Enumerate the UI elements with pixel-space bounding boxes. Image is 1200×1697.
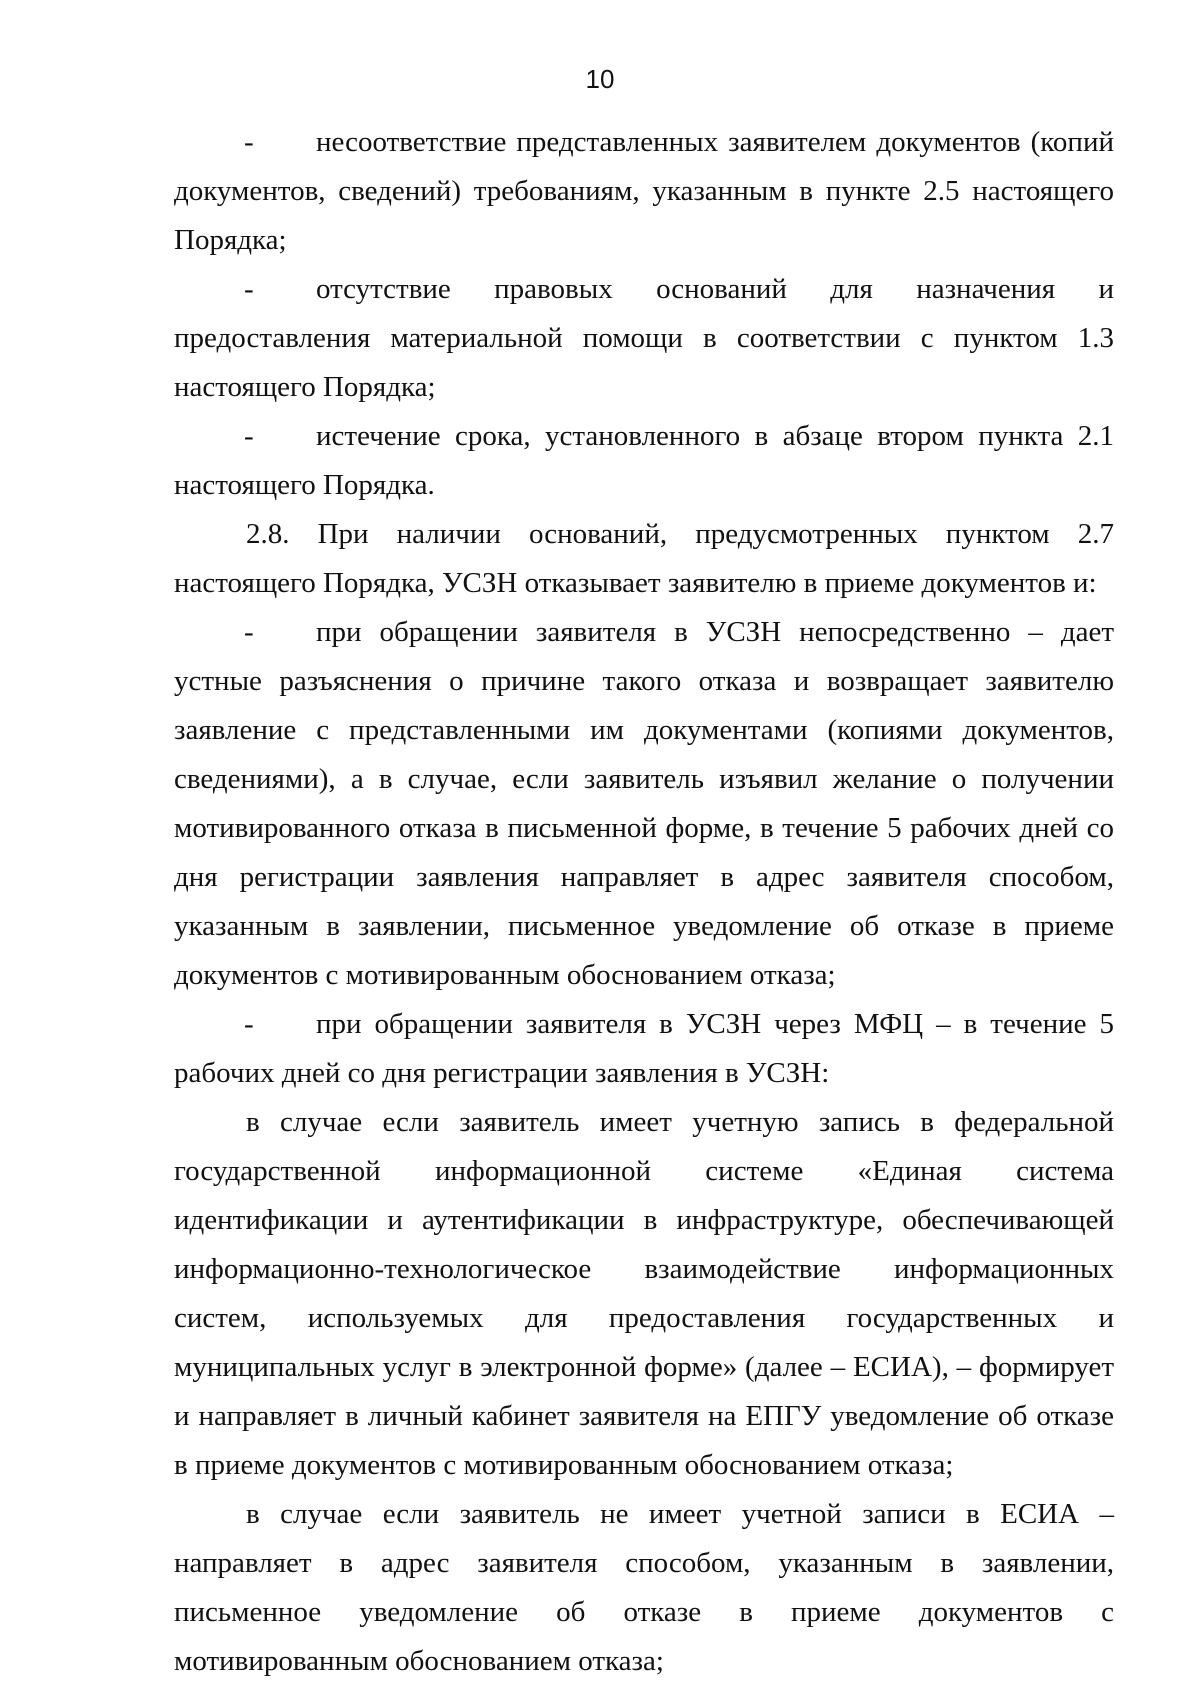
bullet-dash: -: [244, 126, 254, 158]
page-number: 10: [585, 64, 615, 94]
list-item-text: при обращении заявителя в УСЗН через МФЦ – в течение 5 рабочих дней со дня регистрации заявления в УСЗН:: [174, 1008, 1114, 1089]
list-item: [174, 412, 1114, 510]
bullet-dash: -: [244, 1008, 254, 1040]
paragraph-2-8: 2.8. При наличии оснований, предусмотренных пунктом 2.7 настоящего Порядка, УСЗН отказывает заявителю в приеме документов и:: [174, 518, 1114, 599]
list-item-text: истечение срока, установленного в абзаце втором пункта 2.1 настоящего Порядка.: [174, 420, 1114, 501]
list-item: [174, 118, 1114, 265]
list-item: [174, 1000, 1114, 1098]
bullet-dash: -: [244, 420, 254, 452]
document-body: [174, 118, 1114, 1686]
list-item: [174, 608, 1114, 1000]
paragraph-no-esia-account: в случае если заявитель не имеет учетной записи в ЕСИА – направляет в адрес заявителя способом, указанным в заявлении, письменное уведомление об отказе в приеме документов с мотивированным обоснованием отказа;: [174, 1498, 1114, 1677]
paragraph-esia-account: в случае если заявитель имеет учетную запись в федеральной государственной информационной системе «Единая система идентификации и аутентификации в инфраструктуре, обеспечивающей информационно-технологическое взаимодействие информационных систем, используемых для предоставления государственных и муниципальных услуг в электронной форме» (далее – ЕСИА), – формирует и направляет в личный кабинет заявителя на ЕПГУ уведомление об отказе в приеме документов с мотивированным обоснованием отказа;: [174, 1106, 1114, 1481]
list-item-text: при обращении заявителя в УСЗН непосредственно – дает устные разъяснения о причине такого отказа и возвращает заявителю заявление с представленными им документами (копиями документов, сведениями), а в случае, если заявитель изъявил желание о получении мотивированного отказа в письменной форме, в течение 5 рабочих дней со дня регистрации заявления направляет в адрес заявителя способом, указанным в заявлении, письменное уведомление об отказе в приеме документов с мотивированным обоснованием отказа;: [174, 616, 1114, 991]
list-item-text: отсутствие правовых оснований для назначения и предоставления материальной помощи в соответствии с пунктом 1.3 настоящего Порядка;: [174, 273, 1114, 403]
bullet-dash: -: [244, 616, 254, 648]
list-item-text: несоответствие представленных заявителем документов (копий документов, сведений) требованиям, указанным в пункте 2.5 настоящего Порядка;: [174, 126, 1114, 256]
list-item: [174, 265, 1114, 412]
bullet-dash: -: [244, 273, 254, 305]
